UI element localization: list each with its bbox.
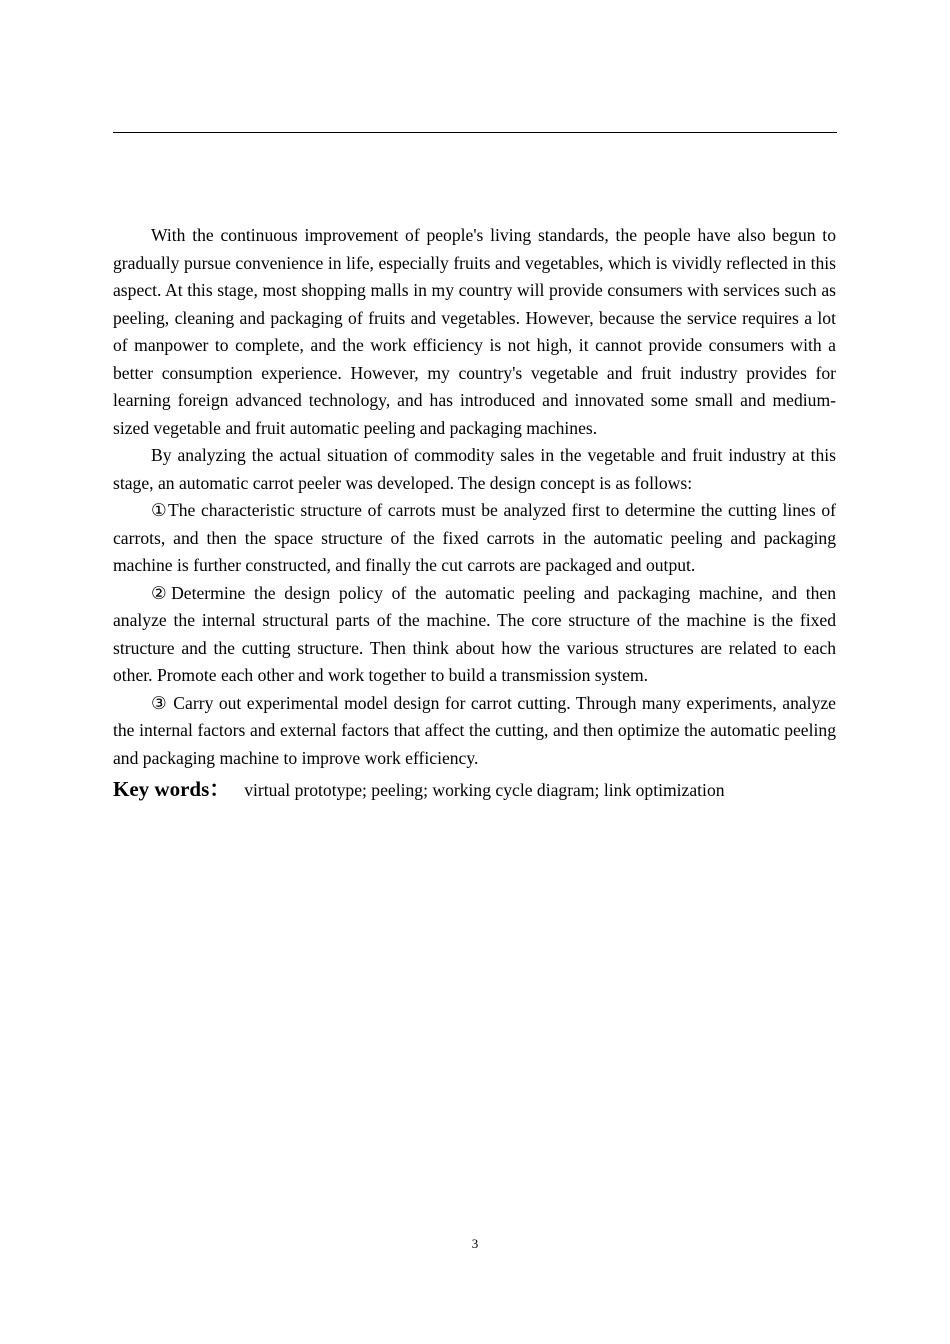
paragraph-point-3: ③ Carry out experimental model design for carrot cutting. Through many experiments, analyze the internal factors and external factors that affect the cutting, and then optimize the automatic peeling and packaging machine to improve work efficiency. — [113, 692, 836, 768]
header-rule — [113, 132, 837, 133]
paragraph-point-1: ①The characteristic structure of carrots must be analyzed first to determine the cutting lines of carrots, and then the space structure of the fixed carrots in the automatic peeling and packaging machine is further constructed, and finally the cut carrots are packaged and output. — [113, 500, 836, 575]
keywords-value: virtual prototype; peeling; working cycle diagram; link optimization — [244, 780, 725, 800]
page-number: 3 — [471, 1236, 479, 1251]
paragraph-intro: With the continuous improvement of people's living standards, the people have also begun to gradually pursue convenience in life, especially fruits and vegetables, which is vividly reflected in this aspect. At this stage, most shopping malls in my country will provide consumers with services such as peeling, cleaning and packaging of fruits and vegetables. However, because the service requires a lot of manpower to complete, and the work efficiency is not high, it cannot provide consumers with a better consumption experience. However, my country's vegetable and fruit industry provides for learning foreign advanced technology, and has introduced and innovated some small and medium-sized vegetable and fruit automatic peeling and packaging machines. — [113, 225, 836, 438]
paragraph-point-2: ②Determine the design policy of the automatic peeling and packaging machine, and then analyze the internal structural parts of the machine. The core structure of the machine is the fixed structure and the cutting structure. Then think about how the various structures are related to each other. Promote each other and work together to build a transmission system. — [113, 582, 836, 685]
keywords-line — [113, 774, 836, 805]
keywords-label: Key words： — [113, 777, 231, 801]
abstract-body — [113, 222, 836, 805]
paragraph-analysis: By analyzing the actual situation of commodity sales in the vegetable and fruit industry at this stage, an automatic carrot peeler was developed. The design concept is as follows: — [113, 445, 836, 493]
